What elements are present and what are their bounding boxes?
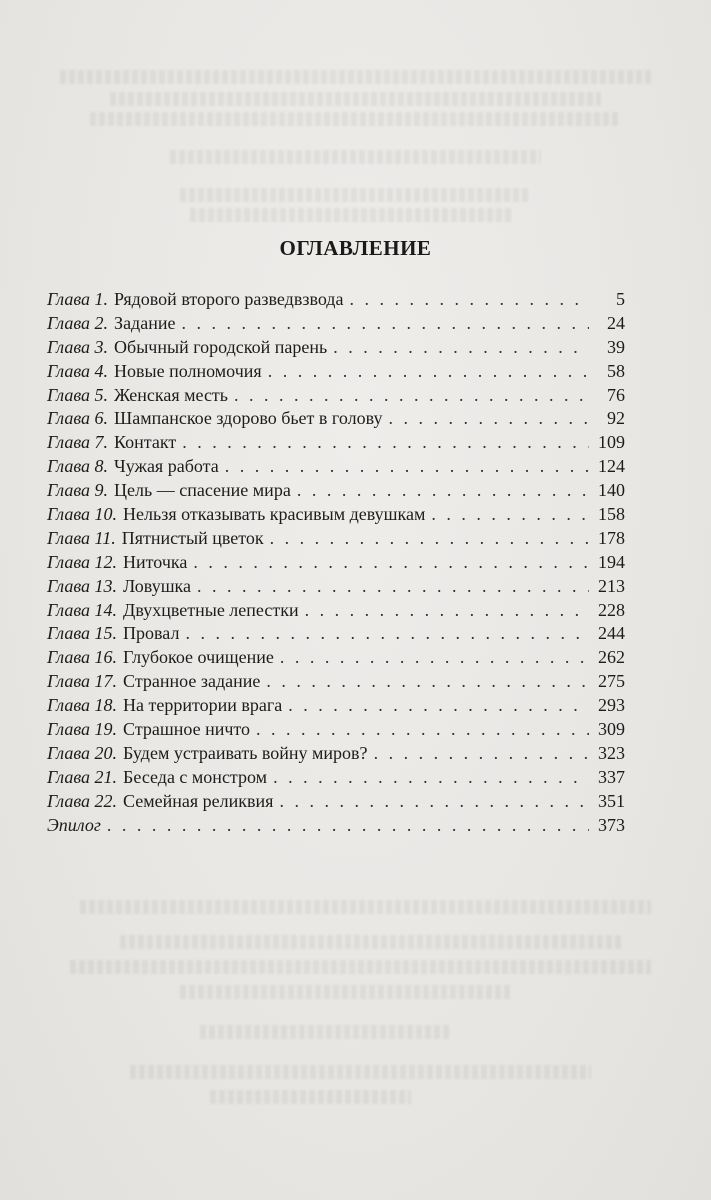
- toc-entry[interactable]: [47, 288, 625, 312]
- toc-entry[interactable]: [47, 312, 625, 336]
- chapter-label: Глава 5.: [47, 384, 109, 405]
- dot-leader: [349, 288, 589, 312]
- dot-leader: [181, 312, 589, 336]
- toc-entry[interactable]: [47, 790, 625, 814]
- chapter-title: Провал: [123, 623, 180, 644]
- page-number: 158: [598, 504, 625, 525]
- page-number: 124: [598, 456, 625, 477]
- page-number: 244: [598, 623, 625, 644]
- bleed-through-line: [180, 985, 511, 999]
- dot-leader: [297, 479, 589, 503]
- chapter-label: Глава 2.: [47, 312, 109, 333]
- page-number: 373: [598, 814, 625, 835]
- page-number: 58: [607, 360, 625, 381]
- chapter-title: Женская месть: [114, 384, 229, 405]
- dot-leader: [270, 527, 589, 551]
- chapter-title: Пятнистый цветок: [121, 527, 264, 548]
- dot-leader: [273, 766, 589, 790]
- chapter-label: Глава 6.: [47, 408, 109, 429]
- chapter-label: Глава 14.: [47, 599, 118, 620]
- dot-leader: [197, 575, 589, 599]
- chapter-title: Ниточка: [123, 551, 188, 572]
- page-number: 178: [598, 527, 625, 548]
- toc-entry[interactable]: [47, 742, 625, 766]
- chapter-label: Глава 1.: [47, 289, 109, 309]
- dot-leader: [185, 622, 589, 646]
- toc-entry[interactable]: [47, 646, 625, 670]
- bleed-through-line: [130, 1065, 591, 1079]
- dot-leader: [374, 742, 589, 766]
- bleed-through-line: [170, 150, 541, 164]
- toc-entry[interactable]: [47, 360, 625, 384]
- toc-heading: ОГЛАВЛЕНИЕ: [279, 236, 432, 260]
- chapter-label: Глава 8.: [47, 456, 109, 477]
- chapter-title: Нельзя отказывать красивым девушкам: [123, 504, 426, 525]
- chapter-title: Беседа с монстром: [123, 766, 268, 787]
- toc-entry[interactable]: [47, 599, 625, 623]
- dot-leader: [268, 360, 589, 384]
- chapter-label: Глава 17.: [47, 671, 118, 692]
- toc-entry[interactable]: [47, 407, 625, 431]
- dot-leader: [182, 431, 589, 455]
- bleed-through-line: [90, 112, 621, 126]
- dot-leader: [388, 407, 589, 431]
- dot-leader: [305, 599, 589, 623]
- bleed-through-line: [120, 935, 621, 949]
- dot-leader: [288, 694, 589, 718]
- chapter-label: Глава 3.: [47, 336, 109, 357]
- chapter-title: Страшное ничто: [123, 719, 251, 740]
- toc-entry[interactable]: [47, 551, 625, 575]
- page-number: 228: [598, 599, 625, 620]
- dot-leader: [225, 455, 589, 479]
- chapter-label: Эпилог: [47, 814, 101, 835]
- page-number: 309: [598, 719, 625, 740]
- toc-entry[interactable]: [47, 718, 625, 742]
- chapter-title: Рядовой второго разведвзвода: [114, 289, 344, 309]
- dot-leader: [107, 814, 589, 838]
- dot-leader: [280, 646, 589, 670]
- toc-entry[interactable]: [47, 670, 625, 694]
- chapter-title: Двухцветные лепестки: [123, 599, 299, 620]
- page-number: 76: [607, 384, 625, 405]
- dot-leader: [333, 336, 589, 360]
- page-number: 262: [598, 647, 625, 668]
- toc-entry[interactable]: [47, 766, 625, 790]
- toc-entry[interactable]: [47, 431, 625, 455]
- chapter-label: Глава 11.: [47, 527, 116, 548]
- dot-leader: [266, 670, 589, 694]
- toc-entry[interactable]: [47, 455, 625, 479]
- chapter-title: Шампанское здорово бьет в голову: [114, 408, 383, 429]
- dot-leader: [279, 790, 589, 814]
- bleed-through-line: [180, 188, 531, 202]
- chapter-label: Глава 4.: [47, 360, 109, 381]
- page-number: 351: [598, 790, 625, 811]
- chapter-title: Цель — спасение мира: [114, 480, 291, 501]
- chapter-title: Семейная реликвия: [123, 790, 274, 811]
- toc-entry[interactable]: [47, 694, 625, 718]
- bleed-through-line: [210, 1090, 411, 1104]
- page-number: 109: [598, 432, 625, 453]
- chapter-title: Обычный городской парень: [114, 336, 328, 357]
- page-number: 213: [598, 575, 625, 596]
- dot-leader: [256, 718, 589, 742]
- chapter-title: Ловушка: [123, 575, 192, 596]
- chapter-title: Новые полномочия: [114, 360, 262, 381]
- bleed-through-line: [200, 1025, 451, 1039]
- bleed-through-line: [190, 208, 511, 222]
- toc-entry[interactable]: [47, 503, 625, 527]
- chapter-label: Глава 18.: [47, 695, 118, 716]
- bleed-through-line: [60, 70, 651, 84]
- toc-entry[interactable]: [47, 384, 625, 408]
- chapter-label: Глава 21.: [47, 766, 118, 787]
- chapter-title: Чужая работа: [114, 456, 219, 477]
- chapter-title: Задание: [114, 312, 176, 333]
- toc-entry[interactable]: [47, 336, 625, 360]
- page-number: 323: [598, 742, 625, 763]
- bleed-through-line: [80, 900, 651, 914]
- page-number: 24: [607, 312, 625, 333]
- dot-leader: [193, 551, 589, 575]
- chapter-title: На территории врага: [123, 695, 283, 716]
- chapter-label: Глава 10.: [47, 504, 118, 525]
- toc-entry[interactable]: [47, 479, 625, 503]
- chapter-label: Глава 19.: [47, 719, 118, 740]
- page-number: 275: [598, 671, 625, 692]
- toc-entry[interactable]: [47, 622, 625, 646]
- chapter-label: Глава 20.: [47, 742, 118, 763]
- chapter-label: Глава 12.: [47, 551, 118, 572]
- page-number: 337: [598, 766, 625, 787]
- toc-entry[interactable]: [47, 575, 625, 599]
- page-number: 5: [616, 289, 625, 309]
- bleed-through-line: [70, 960, 651, 974]
- chapter-title: Странное задание: [123, 671, 261, 692]
- toc-entry[interactable]: [47, 527, 625, 551]
- page-number: 140: [598, 480, 625, 501]
- chapter-label: Глава 16.: [47, 647, 118, 668]
- dot-leader: [234, 384, 589, 408]
- chapter-title: Контакт: [114, 432, 177, 453]
- chapter-label: Глава 22.: [47, 790, 118, 811]
- dot-leader: [431, 503, 589, 527]
- chapter-label: Глава 15.: [47, 623, 118, 644]
- table-of-contents: [47, 288, 625, 837]
- chapter-label: Глава 13.: [47, 575, 118, 596]
- chapter-title: Глубокое очищение: [123, 647, 274, 668]
- page-number: 194: [598, 551, 625, 572]
- page-number: 39: [607, 336, 625, 357]
- bleed-through-line: [110, 92, 601, 106]
- chapter-title: Будем устраивать войну миров?: [123, 742, 368, 763]
- chapter-label: Глава 7.: [47, 432, 109, 453]
- chapter-label: Глава 9.: [47, 480, 109, 501]
- toc-entry[interactable]: [47, 814, 625, 838]
- page-number: 293: [598, 695, 625, 716]
- page-number: 92: [607, 408, 625, 429]
